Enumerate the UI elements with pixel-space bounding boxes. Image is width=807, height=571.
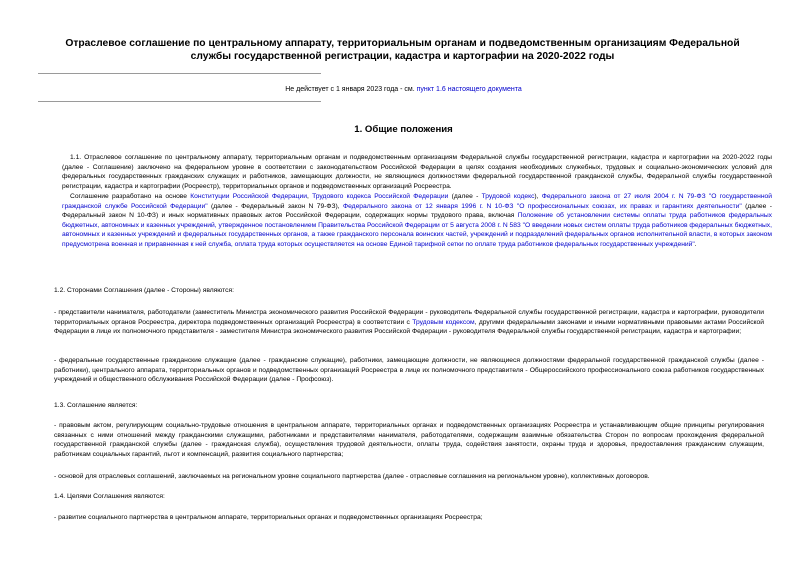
document-title: Отраслевое соглашение по центральному аппарату, территориальным органам и подведомственным организациям Федеральной службы государственной регистрации, кадастра и картографии на 2020-2022 годы bbox=[65, 38, 740, 62]
link-labor-code-short[interactable]: Трудовой кодекс bbox=[481, 193, 535, 200]
text: Соглашение разработано на основе bbox=[70, 193, 191, 200]
text: (далее - bbox=[448, 193, 482, 200]
text: , другими федеральными законами и иными нормативными правовыми актами Российской Федерации в лице их полномочного представителя - заместителя Министра экономического развития Российской Федерации - руководителя Федеральной службы государственной регистрации, кадастра и картографии; bbox=[54, 318, 765, 336]
link-constitution[interactable]: Конституции Российской Федерации bbox=[190, 193, 307, 200]
separator-line bbox=[38, 73, 321, 74]
paragraph-employee-side: - федеральные государственные гражданские служащие (далее - гражданские служащие), работники, замещающие должности, не являющиеся должностями федеральной государственной гражданской службы (далее - работники), центрального аппарата, территориальных органов и подведомственных организаций Росреестра в лице их полномочного представителя - Общероссийского профессионального союза работников государственных учреждений и общественного обслуживания Российской Федерации (далее - Профсоюз). bbox=[54, 357, 764, 384]
separator-line bbox=[38, 101, 321, 102]
document-status bbox=[0, 85, 807, 94]
paragraph-basis bbox=[62, 192, 772, 250]
paragraph-basis-regional: - основой для отраслевых соглашений, заключаемых на региональном уровне социального партнерства (далее - отраслевые соглашения на региональном уровне), коллективных договоров. bbox=[54, 473, 650, 480]
paragraph-legal-act: - правовым актом, регулирующим социально-трудовые отношения в центральном аппарате, территориальных органах и подведомственных организациях Росреестра и устанавливающим общие принципы регулирования связанных с ними отношений между гражданскими служащими, работниками и представителями нанимателя, работодателями, содержащим взаимные обязательства Сторон по вопросам прохождения федеральной государственной гражданской службы (далее - гражданская служба), осуществления трудовой деятельности, оплаты труда, содействия занятости, охраны труда и здоровья, предоставления гражданским служащим, работникам социальных гарантий, льгот и компенсаций, развития социального партнерства; bbox=[54, 422, 764, 458]
status-link[interactable]: пункт 1.6 настоящего документа bbox=[416, 86, 522, 93]
link-labor-code-2[interactable]: Трудовым кодексом bbox=[412, 318, 475, 326]
paragraph-1-3: 1.3. Соглашение является: bbox=[54, 402, 138, 409]
status-text: Не действует с 1 января 2023 года - см. bbox=[285, 86, 417, 93]
paragraph-1-1: 1.1. Отраслевое соглашение по центральному аппарату, территориальным органам и подведомственным организациям Федеральной службы государственной регистрации, кадастра и картографии на 2020-2022 годы (далее - Соглашение) заключено на федеральном уровне в соответствии с законодательством Российской Федерации в целях создания необходимых служебных, трудовых и социально-экономических условий для федеральных государственных гражданских служащих и работников, замещающих должности, не являющиеся должностями федеральной государственной гражданской службы, Федеральной службы государственной регистрации, кадастра и картографии (Росреестр), территориальных органов и подведомственных организаций Росреестра. bbox=[62, 154, 772, 190]
text: , bbox=[306, 193, 313, 200]
paragraph-employer-side bbox=[54, 308, 764, 337]
paragraph-goal-1: - развитие социального партнерства в центральном аппарате, территориальных органах и подведомственных организациях Росреестра; bbox=[54, 514, 483, 521]
paragraph-1-2: 1.2. Сторонами Соглашения (далее - Стороны) являются: bbox=[54, 287, 234, 294]
link-law-10fz[interactable]: Федерального закона от 12 января 1996 г. N 10-ФЗ "О профессиональных союзах, их правах и гарантиях деятельности" bbox=[343, 202, 742, 210]
link-labor-code[interactable]: Трудового кодекса Российской Федерации bbox=[312, 193, 449, 200]
link-law-79fz[interactable]: Федерального закона от 27 июля 2004 г. N 79-ФЗ "О государственной гражданской службе Российской Федерации" bbox=[62, 193, 773, 210]
text: (далее - Федеральный закон N 79-ФЗ), bbox=[207, 202, 344, 210]
text: . bbox=[694, 240, 697, 248]
section-heading: 1. Общие положения bbox=[354, 124, 453, 135]
text: (далее - Федеральный закон N 10-ФЗ) и иных нормативных правовых актов Российской Федерации, содержащих нормы трудового права, включая bbox=[62, 202, 772, 220]
link-pay-regulation[interactable]: Положение об установлении системы оплаты труда работников федеральных бюджетных, автономных и казенных учреждений, утвержденное постановлением Правительства Российской Федерации от 5 августа 2008 г. N 583 "О введении новых систем оплаты труда работников федеральных бюджетных, автономных и казенных учреждений и федеральных государственных органов, а также гражданского персонала воинских частей, учреждений и подразделений федеральных органов исполнительной власти, в которых законом предусмотрена военная и приравненная к ней служба, оплата труда которых осуществляется на основе Единой тарифной сетки по оплате труда работников федеральных государственных учреждений" bbox=[62, 212, 772, 248]
text: - представители нанимателя, работодатели (заместитель Министра экономического развития Российской Федерации - руководитель Федеральной службы государственной регистрации, кадастра и картографии, руководители территориальных органов Росреестра, директора подведомственных организаций Росреестра) в соответствии с bbox=[54, 309, 764, 326]
paragraph-1-4: 1.4. Целями Соглашения являются: bbox=[54, 493, 165, 500]
text: ), bbox=[534, 193, 542, 200]
